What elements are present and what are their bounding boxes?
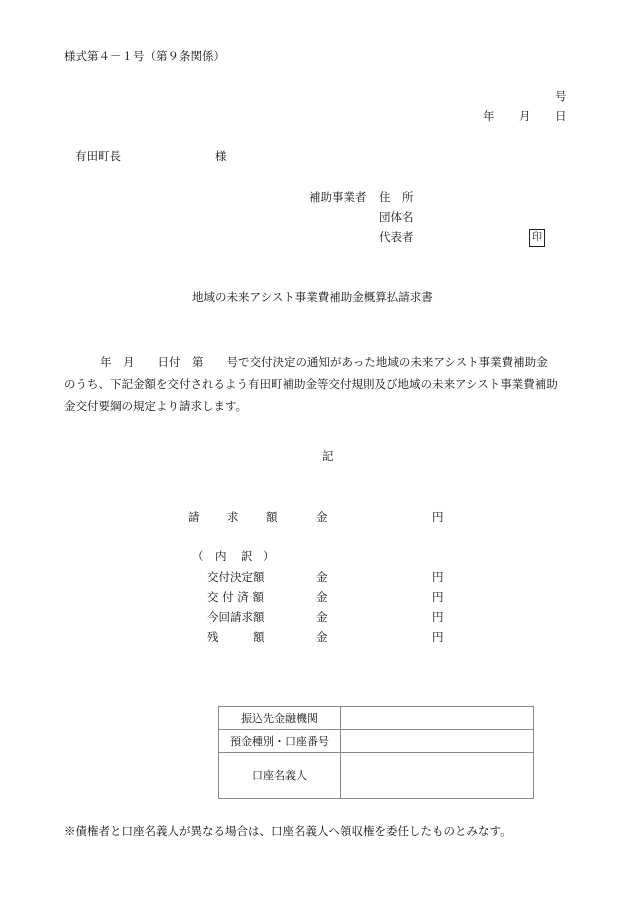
claim-label-char: 求 <box>227 510 239 524</box>
breakdown-row-label: 今回請求額 <box>207 610 265 624</box>
addressee-name: 有田町長 <box>75 149 121 163</box>
claim-label-char: 額 <box>266 510 278 524</box>
footnote: ※債権者と口座名義人が異なる場合は、口座名義人へ領収権を委任したものとみなす。 <box>64 824 512 838</box>
claim-label-char: 請 <box>188 510 200 524</box>
applicant-role-label: 補助事業者 <box>309 190 367 204</box>
claim-yen: 円 <box>432 510 444 524</box>
breakdown-row-label: 交付決定額 <box>207 570 265 584</box>
bank-name-cell[interactable] <box>341 707 534 730</box>
breakdown-row-kin: 金 <box>316 570 328 584</box>
breakdown-row-yen: 円 <box>432 570 444 584</box>
document-title: 地域の未来アシスト事業費補助金概算払請求書 <box>192 290 433 304</box>
date-year-label: 年 <box>483 109 495 123</box>
table-row <box>219 730 534 753</box>
account-holder-label: 口座名義人 <box>219 753 341 799</box>
body-line: 金交付要綱の規定より請求します。 <box>64 399 248 413</box>
account-holder-cell[interactable] <box>341 753 534 799</box>
breakdown-row-yen: 円 <box>432 630 444 644</box>
breakdown-row-yen: 円 <box>432 590 444 604</box>
bank-account-table <box>218 706 534 799</box>
applicant-org-label: 団体名 <box>379 210 414 224</box>
account-type-number-cell[interactable] <box>341 730 534 753</box>
date-day-label: 日 <box>555 109 567 123</box>
seal-mark: 印 <box>529 229 545 247</box>
breakdown-close-paren: ） <box>263 549 275 563</box>
body-line: 年 月 日付 第 号で交付決定の通知があった地域の未来アシスト事業費補助金 <box>100 355 548 369</box>
form-number: 様式第４－１号（第９条関係） <box>64 49 225 63</box>
breakdown-row-kin: 金 <box>316 610 328 624</box>
table-row <box>219 707 534 730</box>
bank-name-label: 振込先金融機関 <box>219 707 341 730</box>
applicant-address-label: 住 所 <box>379 190 414 204</box>
breakdown-row-kin: 金 <box>316 630 328 644</box>
breakdown-title-char: 訳 <box>241 549 253 563</box>
body-line: のうち、下記金額を交付されるよう有田町補助金等交付規則及び地域の未来アシスト事業費補助 <box>64 377 558 391</box>
request-body <box>64 351 574 417</box>
breakdown-open-paren: （ <box>192 549 204 563</box>
addressee-honorific: 様 <box>215 149 227 163</box>
ki-heading: 記 <box>322 449 334 463</box>
breakdown-title-char: 内 <box>215 549 227 563</box>
breakdown-row-label: 残 額 <box>207 630 265 644</box>
date-month-label: 月 <box>519 109 531 123</box>
table-row <box>219 753 534 799</box>
account-type-number-label: 預金種別・口座番号 <box>219 730 341 753</box>
claim-kin: 金 <box>316 510 328 524</box>
breakdown-row-label: 交 付 済 額 <box>207 590 264 604</box>
breakdown-row-kin: 金 <box>316 590 328 604</box>
applicant-rep-label: 代表者 <box>379 230 414 244</box>
number-label: 号 <box>555 89 567 103</box>
breakdown-row-yen: 円 <box>432 610 444 624</box>
